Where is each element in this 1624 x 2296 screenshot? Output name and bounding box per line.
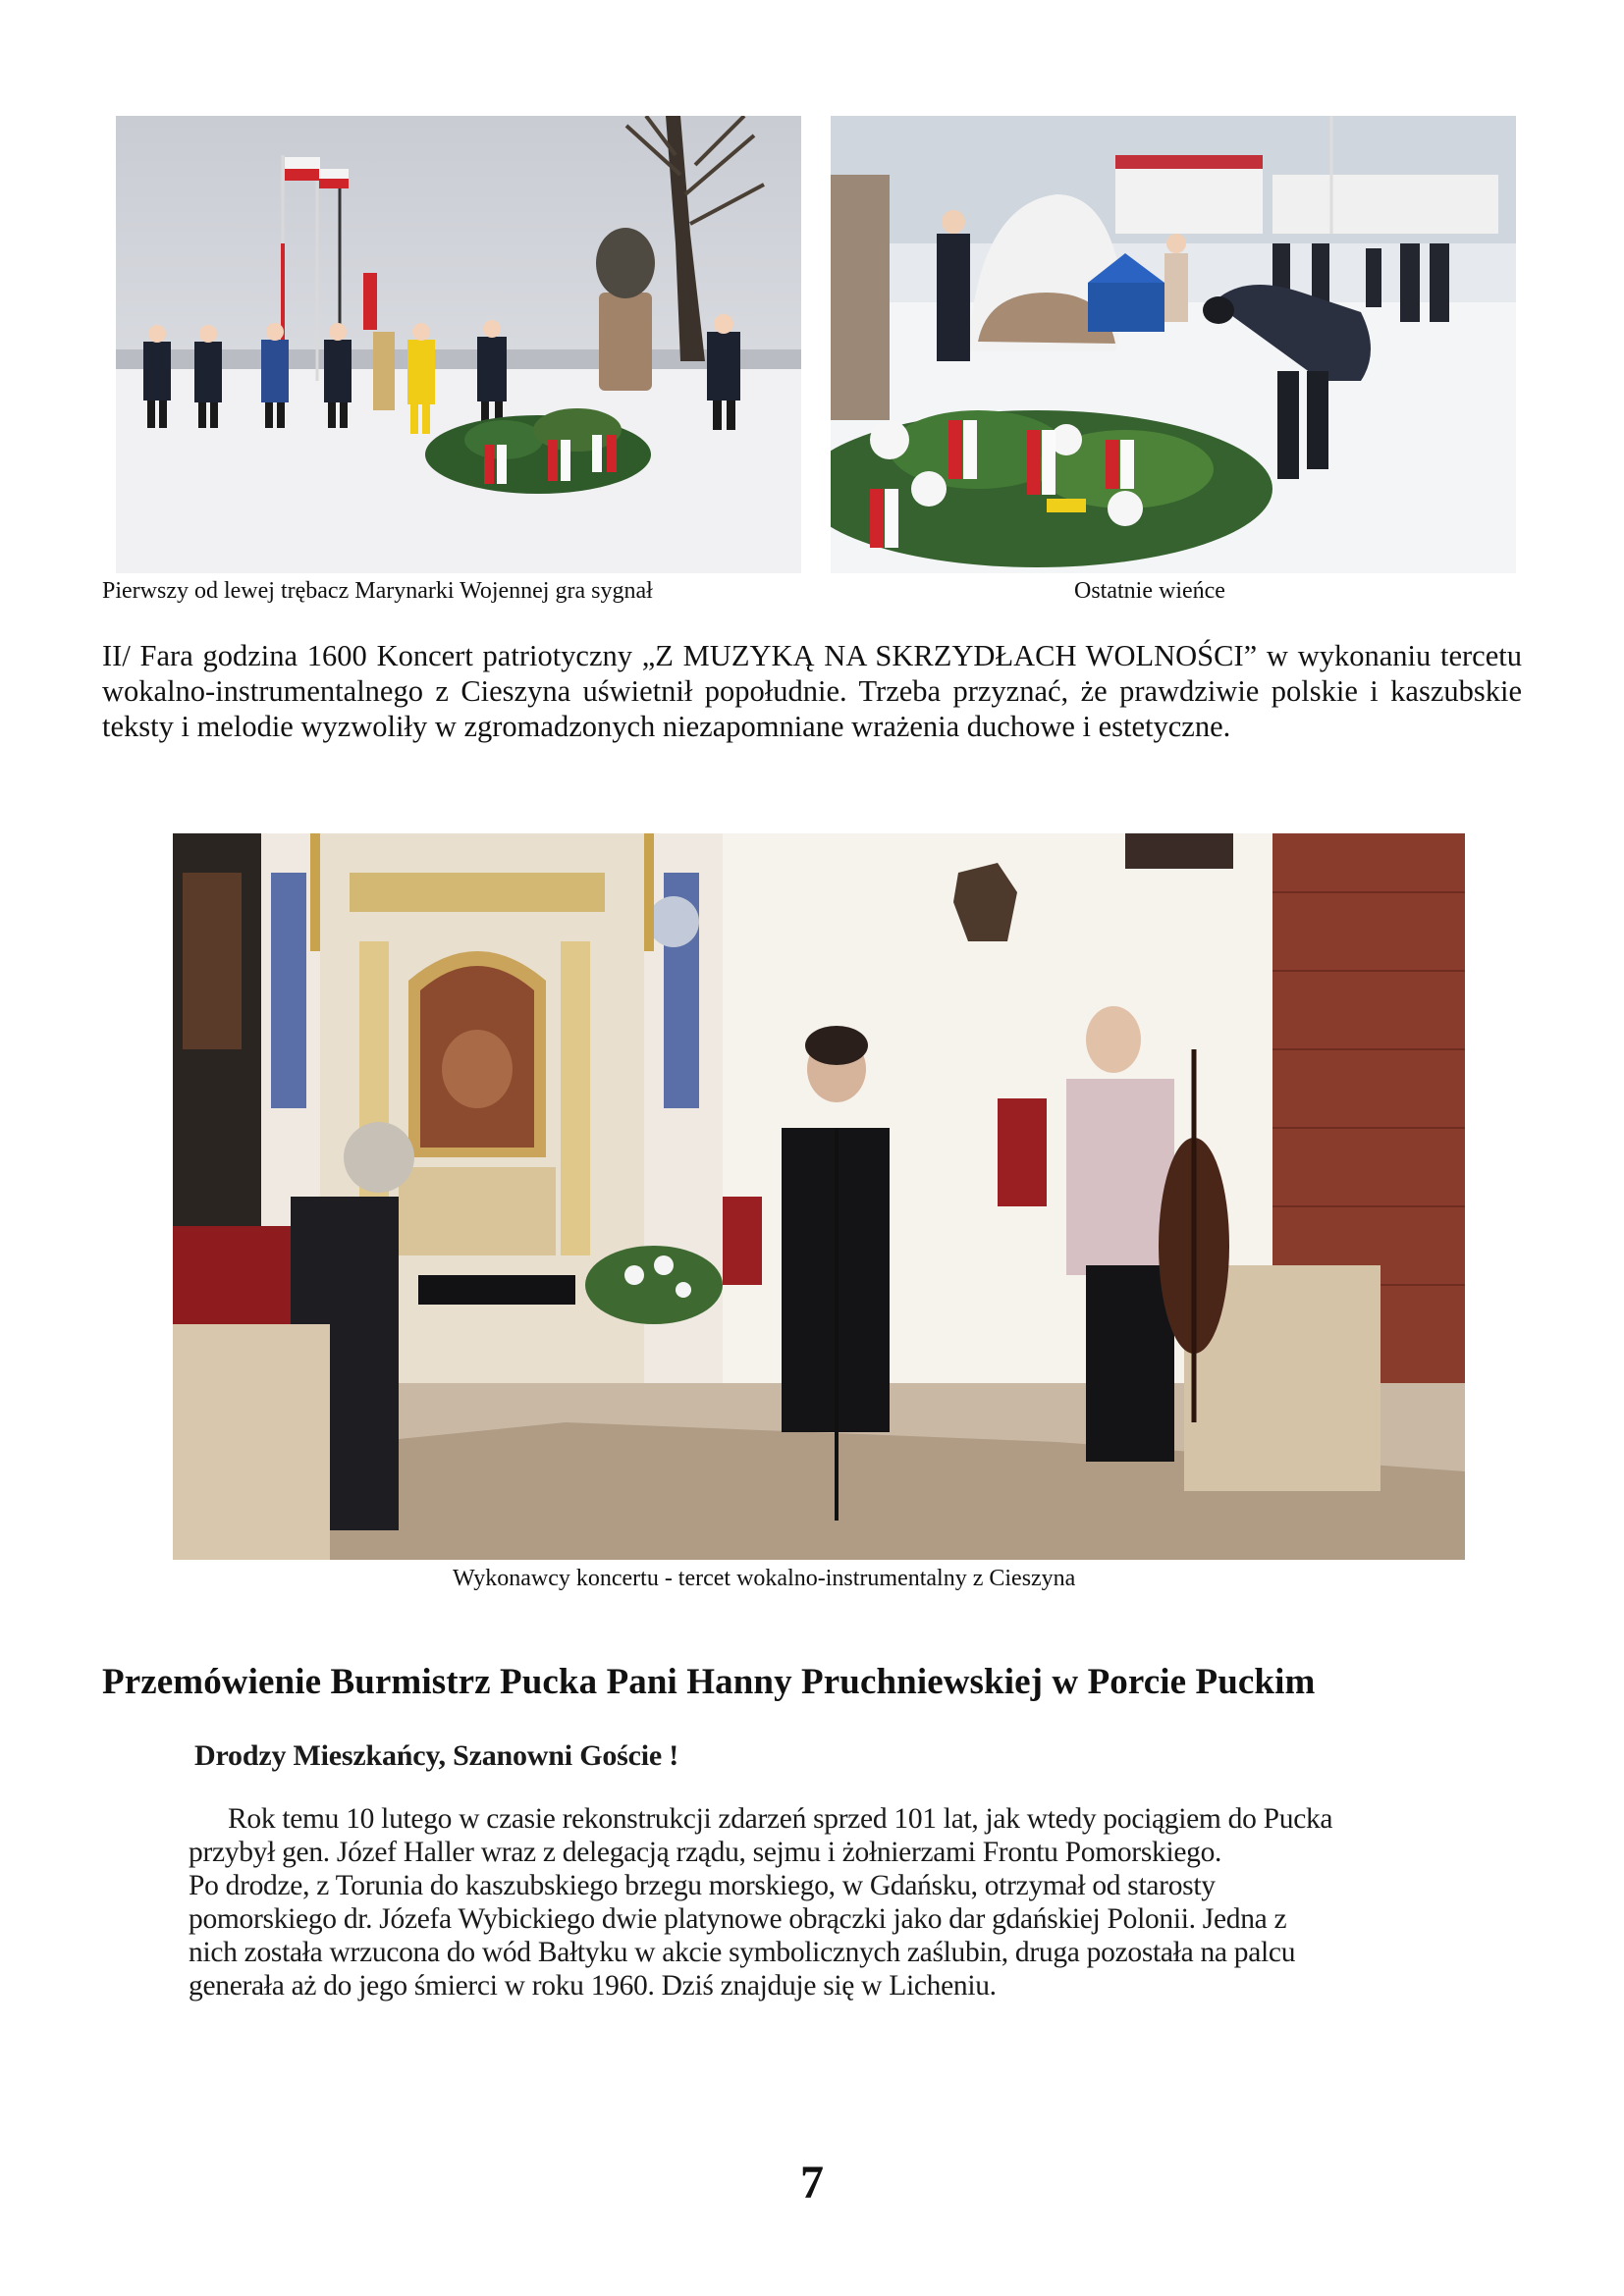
speech-excerpt (189, 1739, 1475, 2054)
photo-last-wreaths (831, 116, 1516, 573)
speech-line: pomorskiego dr. Józefa Wybickiego dwie platynowe obrączki jako dar gdańskiej Polonii. Jedna z (189, 1903, 1287, 1935)
caption-photo-concert: Wykonawcy koncertu - tercet wokalno-instrumentalny z Cieszyna (453, 1566, 1076, 1591)
speech-line: przybył gen. Józef Haller wraz z delegacją rządu, sejmu i żołnierzami Frontu Pomorskiego. (189, 1837, 1222, 1868)
concert-paragraph: II/ Fara godzina 1600 Koncert patriotyczny „Z MUZYKĄ NA SKRZYDŁACH WOLNOŚCI” w wykonaniu tercetu wokalno-instrumentalnego z Cieszyna uświetnił popołudnie. Trzeba przyznać, że prawdziwie polskie i kaszubskie teksty i melodie wyzwoliły w zgromadzonych niezapomniane wrażenia duchowe i estetyczne. (102, 639, 1522, 743)
speech-line: Rok temu 10 lutego w czasie rekonstrukcji zdarzeń sprzed 101 lat, jak wtedy pociągiem do Pucka (228, 1803, 1333, 1835)
speech-line: Po drodze, z Torunia do kaszubskiego brzegu morskiego, w Gdańsku, otrzymał od starosty (189, 1870, 1216, 1901)
caption-photo-shore: Pierwszy od lewej trębacz Marynarki Wojennej gra sygnał (102, 578, 653, 604)
photo-concert (173, 833, 1465, 1560)
speech-greeting: Drodzy Mieszkańcy, Szanowni Goście ! (194, 1739, 679, 1772)
speech-line: nich została wrzucona do wód Bałtyku w akcie symbolicznych zaślubin, druga pozostała na palcu (189, 1937, 1296, 1968)
speech-line: generała aż do jego śmierci w roku 1960. Dziś znajduje się w Licheniu. (189, 1970, 997, 2002)
caption-photo-wreaths: Ostatnie wieńce (1074, 578, 1225, 604)
speech-heading: Przemówienie Burmistrz Pucka Pani Hanny Pruchniewskiej w Porcie Puckim (102, 1662, 1316, 1702)
photo-ceremony-shore (116, 116, 801, 573)
page-number: 7 (800, 2157, 824, 2209)
